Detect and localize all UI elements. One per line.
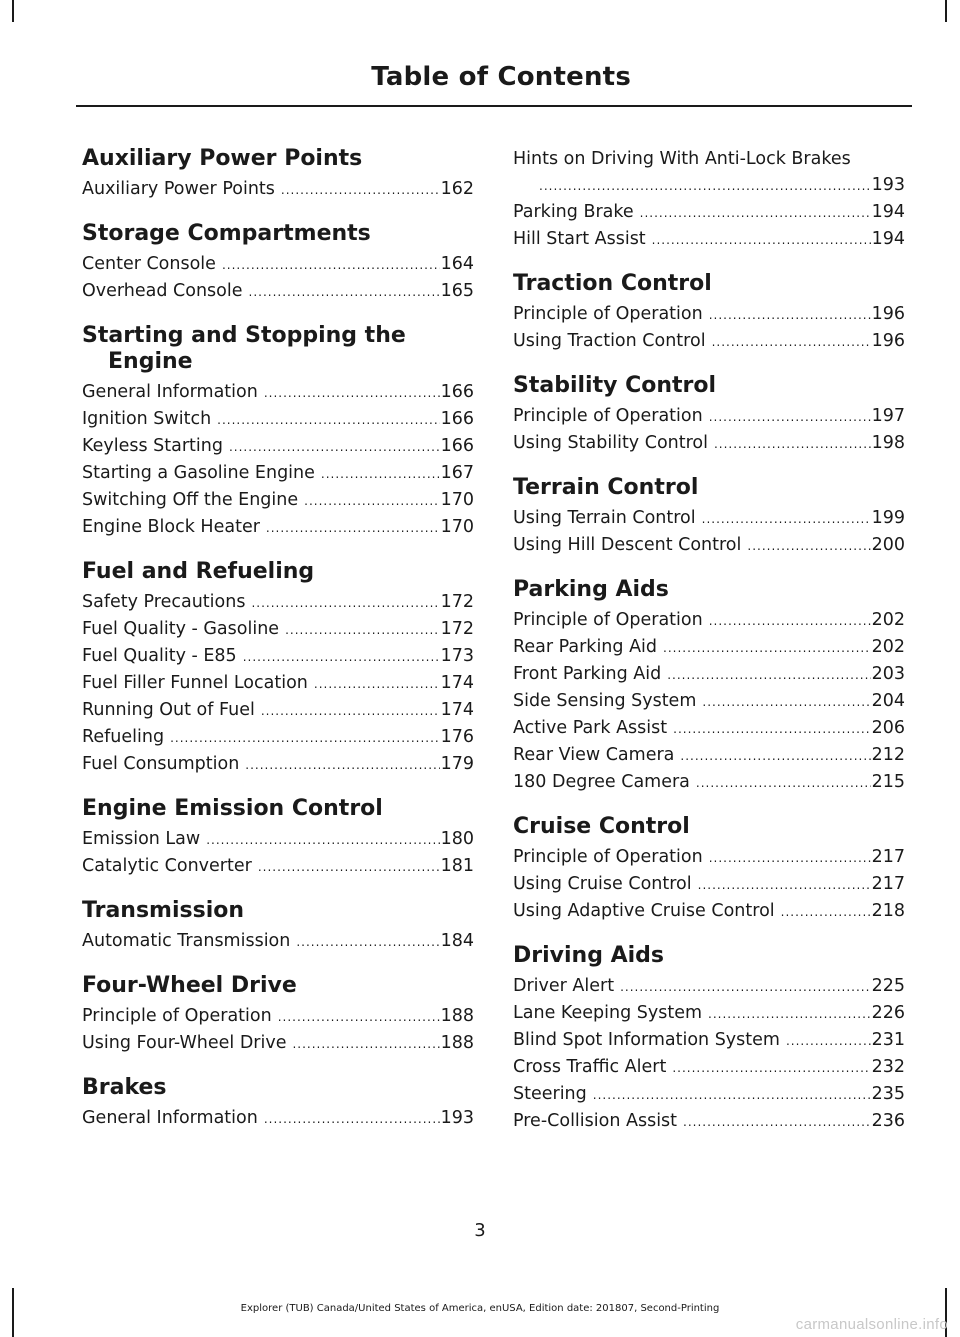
toc-leader-dots xyxy=(620,974,871,1000)
toc-entry[interactable] xyxy=(82,616,474,643)
toc-leader-dots xyxy=(251,590,439,616)
toc-entry-label: Fuel Filler Funnel Location xyxy=(82,673,308,693)
toc-entry-label: Using Adaptive Cruise Control xyxy=(513,901,775,921)
toc-leader-dots xyxy=(709,608,871,634)
toc-leader-dots xyxy=(285,617,440,643)
toc-section-heading[interactable]: Terrain Control xyxy=(513,475,699,500)
crop-mark-top-left xyxy=(12,0,14,22)
toc-entry[interactable] xyxy=(513,199,905,226)
toc-entry-label: Engine Block Heater xyxy=(82,517,260,537)
toc-entry-label: Ignition Switch xyxy=(82,409,212,429)
toc-entry[interactable] xyxy=(82,379,474,406)
toc-section xyxy=(82,559,474,778)
toc-entry-page: 172 xyxy=(440,619,474,639)
toc-leader-dots xyxy=(593,1082,871,1108)
toc-leader-dots xyxy=(321,461,440,487)
toc-left-column xyxy=(82,146,474,1132)
toc-entry[interactable] xyxy=(82,176,474,203)
watermark: carmanualsonline.info xyxy=(795,1316,948,1333)
toc-entry-page: 181 xyxy=(440,856,474,876)
toc-section xyxy=(513,373,905,457)
toc-entry[interactable] xyxy=(513,715,905,742)
toc-entry-label: Using Traction Control xyxy=(513,331,706,351)
toc-leader-dots xyxy=(640,200,871,226)
toc-entry-page: 174 xyxy=(440,673,474,693)
toc-entry-label: Auxiliary Power Points xyxy=(82,179,275,199)
toc-entry[interactable] xyxy=(82,460,474,487)
toc-entry[interactable] xyxy=(82,751,474,778)
toc-entry-label: Principle of Operation xyxy=(513,610,703,630)
toc-entry[interactable] xyxy=(82,406,474,433)
toc-entry-page: 204 xyxy=(871,691,905,711)
toc-entry[interactable] xyxy=(513,301,905,328)
toc-leader-dots xyxy=(264,1106,440,1132)
toc-entry-page: 174 xyxy=(440,700,474,720)
toc-entry-label: Rear Parking Aid xyxy=(513,637,658,657)
toc-entry[interactable] xyxy=(82,433,474,460)
toc-leader-dots xyxy=(222,252,440,278)
toc-entry-page: 198 xyxy=(871,433,905,453)
toc-entry-page: 203 xyxy=(871,664,905,684)
toc-entry-label: Principle of Operation xyxy=(513,847,703,867)
toc-entry-label: Parking Brake xyxy=(513,202,634,222)
toc-entry-page: 225 xyxy=(871,976,905,996)
toc-entry-label: Safety Precautions xyxy=(82,592,246,612)
toc-entry-page: 218 xyxy=(871,901,905,921)
toc-entry[interactable] xyxy=(82,724,474,751)
toc-leader-dots xyxy=(673,716,870,742)
toc-leader-dots xyxy=(206,827,439,853)
toc-entry-page: 206 xyxy=(871,718,905,738)
header-divider xyxy=(76,105,912,107)
toc-entry[interactable] xyxy=(513,226,905,253)
toc-entry-page: 165 xyxy=(440,281,474,301)
toc-entry-label: Blind Spot Information System xyxy=(513,1030,780,1050)
toc-leader-dots xyxy=(170,725,440,751)
toc-leader-dots xyxy=(709,404,871,430)
toc-leader-dots xyxy=(781,899,871,925)
toc-leader-dots xyxy=(243,644,440,670)
toc-entry-page: 170 xyxy=(440,490,474,510)
toc-entry[interactable] xyxy=(513,1054,905,1081)
toc-entry-page: 166 xyxy=(440,409,474,429)
toc-leader-dots xyxy=(314,671,440,697)
toc-entry-label: Using Cruise Control xyxy=(513,874,692,894)
toc-section-heading[interactable]: Transmission xyxy=(82,898,245,923)
toc-entry-page: 176 xyxy=(440,727,474,747)
toc-entry[interactable] xyxy=(513,973,905,1000)
toc-entry-page: 217 xyxy=(871,874,905,894)
toc-leader-dots xyxy=(258,854,440,880)
toc-entry-page: 212 xyxy=(871,745,905,765)
toc-entry-label: Running Out of Fuel xyxy=(82,700,255,720)
toc-leader-dots xyxy=(292,1031,439,1057)
toc-entry-page: 199 xyxy=(871,508,905,528)
toc-right-column xyxy=(513,146,905,1135)
toc-leader-dots xyxy=(304,488,439,514)
toc-entry[interactable] xyxy=(513,769,905,796)
toc-entry-label: Fuel Quality - E85 xyxy=(82,646,237,666)
toc-entry-page: 180 xyxy=(440,829,474,849)
toc-entry-page: 194 xyxy=(871,229,905,249)
toc-entry[interactable] xyxy=(513,1027,905,1054)
toc-leader-dots xyxy=(714,431,871,457)
toc-entry-page: 215 xyxy=(871,772,905,792)
toc-entry[interactable] xyxy=(513,688,905,715)
toc-leader-dots xyxy=(539,173,871,199)
toc-entry-label: Rear View Camera xyxy=(513,745,675,765)
toc-section xyxy=(513,475,905,559)
toc-section xyxy=(513,577,905,796)
toc-entry[interactable] xyxy=(82,826,474,853)
toc-leader-dots xyxy=(680,743,870,769)
toc-entry-label: Overhead Console xyxy=(82,281,243,301)
toc-entry[interactable] xyxy=(513,532,905,559)
toc-entry-page: 217 xyxy=(871,847,905,867)
toc-entry-page: 173 xyxy=(440,646,474,666)
toc-section-heading[interactable]: Auxiliary Power Points xyxy=(82,146,363,171)
toc-leader-dots xyxy=(696,770,871,796)
toc-entry[interactable] xyxy=(82,251,474,278)
toc-section-heading[interactable]: Engine Emission Control xyxy=(82,796,383,821)
toc-entry-page: 235 xyxy=(871,1084,905,1104)
toc-leader-dots xyxy=(786,1028,871,1054)
toc-entry-label: Steering xyxy=(513,1084,587,1104)
toc-section-heading[interactable]: Stability Control xyxy=(513,373,717,398)
toc-entry[interactable] xyxy=(82,643,474,670)
toc-entry-label: General Information xyxy=(82,1108,258,1128)
toc-leader-dots xyxy=(663,635,871,661)
toc-entry-label: Hints on Driving With Anti-Lock Brakes xyxy=(513,149,851,169)
toc-entry[interactable] xyxy=(82,853,474,880)
toc-section xyxy=(82,221,474,305)
toc-section-heading[interactable]: Starting and Stopping the Engine xyxy=(82,323,406,374)
toc-entry-page: 197 xyxy=(871,406,905,426)
toc-entry-page: 194 xyxy=(871,202,905,222)
toc-section-heading[interactable]: Storage Compartments xyxy=(82,221,371,246)
toc-entry-page: 167 xyxy=(440,463,474,483)
page-title: Table of Contents xyxy=(371,62,631,92)
toc-entry-label: Catalytic Converter xyxy=(82,856,252,876)
toc-entry-page: 200 xyxy=(871,535,905,555)
toc-entry-page: 162 xyxy=(440,179,474,199)
toc-entry[interactable] xyxy=(513,1108,905,1135)
toc-section xyxy=(82,1075,474,1132)
toc-leader-dots xyxy=(702,689,870,715)
toc-entry-page: 184 xyxy=(440,931,474,951)
toc-entry[interactable] xyxy=(82,1105,474,1132)
toc-entry[interactable] xyxy=(82,589,474,616)
toc-entry-page: 179 xyxy=(440,754,474,774)
toc-entry-page: 188 xyxy=(440,1033,474,1053)
toc-entry[interactable] xyxy=(513,871,905,898)
toc-entry-label: Using Terrain Control xyxy=(513,508,696,528)
toc-entry[interactable] xyxy=(513,1000,905,1027)
toc-entry[interactable] xyxy=(82,1030,474,1057)
toc-leader-dots xyxy=(261,698,440,724)
toc-entry[interactable] xyxy=(82,928,474,955)
toc-entry[interactable] xyxy=(82,514,474,541)
toc-entry-label: Fuel Consumption xyxy=(82,754,240,774)
toc-entry-label: Active Park Assist xyxy=(513,718,668,738)
toc-section xyxy=(82,323,474,541)
toc-entry-label: Refueling xyxy=(82,727,165,747)
toc-leader-dots xyxy=(249,279,440,305)
toc-entry[interactable] xyxy=(513,505,905,532)
toc-leader-dots xyxy=(708,1001,871,1027)
toc-entry-label: Pre-Collision Assist xyxy=(513,1111,678,1131)
toc-section-heading[interactable]: Parking Aids xyxy=(513,577,669,602)
toc-section xyxy=(82,146,474,203)
toc-entry[interactable] xyxy=(82,697,474,724)
toc-entry-label: Principle of Operation xyxy=(513,304,703,324)
toc-entry-label: Front Parking Aid xyxy=(513,664,662,684)
toc-entry-label: Principle of Operation xyxy=(82,1006,272,1026)
toc-entry-page: 202 xyxy=(871,610,905,630)
toc-leader-dots xyxy=(264,380,440,406)
toc-section xyxy=(82,898,474,955)
toc-entry-page: 196 xyxy=(871,304,905,324)
toc-leader-dots xyxy=(278,1004,440,1030)
toc-entry-page: 231 xyxy=(871,1030,905,1050)
toc-entry-label: Using Four-Wheel Drive xyxy=(82,1033,287,1053)
toc-entry-label: Starting a Gasoline Engine xyxy=(82,463,315,483)
toc-section-heading[interactable]: Fuel and Refueling xyxy=(82,559,315,584)
toc-entry[interactable] xyxy=(513,634,905,661)
toc-section-heading[interactable]: Four-Wheel Drive xyxy=(82,973,297,998)
toc-entry-page: 164 xyxy=(440,254,474,274)
toc-entry-label: Fuel Quality - Gasoline xyxy=(82,619,280,639)
toc-section-heading[interactable]: Brakes xyxy=(82,1075,167,1100)
toc-entry[interactable] xyxy=(513,403,905,430)
toc-section xyxy=(82,973,474,1057)
toc-entry-page: 166 xyxy=(440,382,474,402)
toc-entry-page: 193 xyxy=(440,1108,474,1128)
toc-section-heading[interactable]: Cruise Control xyxy=(513,814,690,839)
toc-leader-dots xyxy=(702,506,871,532)
page-number: 3 xyxy=(474,1220,486,1241)
toc-entry-label: Keyless Starting xyxy=(82,436,223,456)
toc-entry-page: 232 xyxy=(871,1057,905,1077)
toc-section-heading[interactable]: Traction Control xyxy=(513,271,712,296)
toc-entry-page: 196 xyxy=(871,331,905,351)
toc-section-heading[interactable]: Driving Aids xyxy=(513,943,665,968)
toc-entry-page: 172 xyxy=(440,592,474,612)
toc-entry-label: Hill Start Assist xyxy=(513,229,646,249)
toc-entry[interactable] xyxy=(513,430,905,457)
toc-leader-dots xyxy=(652,227,871,253)
toc-entry-label: Driver Alert xyxy=(513,976,615,996)
toc-leader-dots xyxy=(672,1055,870,1081)
toc-entry[interactable] xyxy=(82,670,474,697)
toc-entry-label: Using Hill Descent Control xyxy=(513,535,742,555)
toc-entry[interactable] xyxy=(82,487,474,514)
toc-leader-dots xyxy=(698,872,871,898)
toc-entry[interactable] xyxy=(513,1081,905,1108)
toc-entry[interactable] xyxy=(82,278,474,305)
toc-entry[interactable] xyxy=(513,742,905,769)
toc-section xyxy=(513,943,905,1135)
toc-entry-label: 180 Degree Camera xyxy=(513,772,690,792)
toc-leader-dots xyxy=(747,533,870,559)
toc-entry-page: 202 xyxy=(871,637,905,657)
toc-entry-label: Emission Law xyxy=(82,829,201,849)
toc-entry[interactable] xyxy=(513,898,905,925)
toc-section xyxy=(82,796,474,880)
toc-entry-label: Using Stability Control xyxy=(513,433,708,453)
toc-entry-page: 226 xyxy=(871,1003,905,1023)
toc-entry-page: 236 xyxy=(871,1111,905,1131)
toc-entry-label: General Information xyxy=(82,382,258,402)
toc-entry[interactable] xyxy=(82,1003,474,1030)
toc-entry-page: 166 xyxy=(440,436,474,456)
toc-entry[interactable] xyxy=(513,661,905,688)
toc-entry-label: Cross Traffic Alert xyxy=(513,1057,667,1077)
toc-leader-dots xyxy=(667,662,870,688)
toc-leader-dots xyxy=(712,329,871,355)
toc-leader-dots xyxy=(245,752,439,778)
toc-entry[interactable] xyxy=(513,844,905,871)
toc-entry[interactable] xyxy=(513,146,905,199)
toc-entry-leader-line xyxy=(513,172,905,199)
toc-entry-page: 188 xyxy=(440,1006,474,1026)
toc-entry[interactable] xyxy=(513,607,905,634)
toc-entry[interactable] xyxy=(513,328,905,355)
toc-leader-dots xyxy=(709,845,871,871)
toc-leader-dots xyxy=(683,1109,871,1135)
toc-entry-label: Side Sensing System xyxy=(513,691,697,711)
toc-section-continued xyxy=(513,146,905,253)
toc-leader-dots xyxy=(296,929,439,955)
footer-edition-text: Explorer (TUB) Canada/United States of America, enUSA, Edition date: 201807, Second-Printing xyxy=(240,1303,720,1314)
toc-leader-dots xyxy=(229,434,440,460)
toc-section xyxy=(513,814,905,925)
toc-entry-label: Center Console xyxy=(82,254,216,274)
toc-leader-dots xyxy=(281,177,440,203)
toc-leader-dots xyxy=(709,302,871,328)
toc-leader-dots xyxy=(266,515,440,541)
toc-entry-label: Automatic Transmission xyxy=(82,931,291,951)
toc-entry-page: 170 xyxy=(440,517,474,537)
toc-section xyxy=(513,271,905,355)
toc-entry-label: Switching Off the Engine xyxy=(82,490,299,510)
toc-leader-dots xyxy=(217,407,439,433)
toc-entry-label: Lane Keeping System xyxy=(513,1003,703,1023)
toc-entry-page: 193 xyxy=(871,175,905,195)
toc-entry-label: Principle of Operation xyxy=(513,406,703,426)
crop-mark-top-right xyxy=(945,0,947,22)
